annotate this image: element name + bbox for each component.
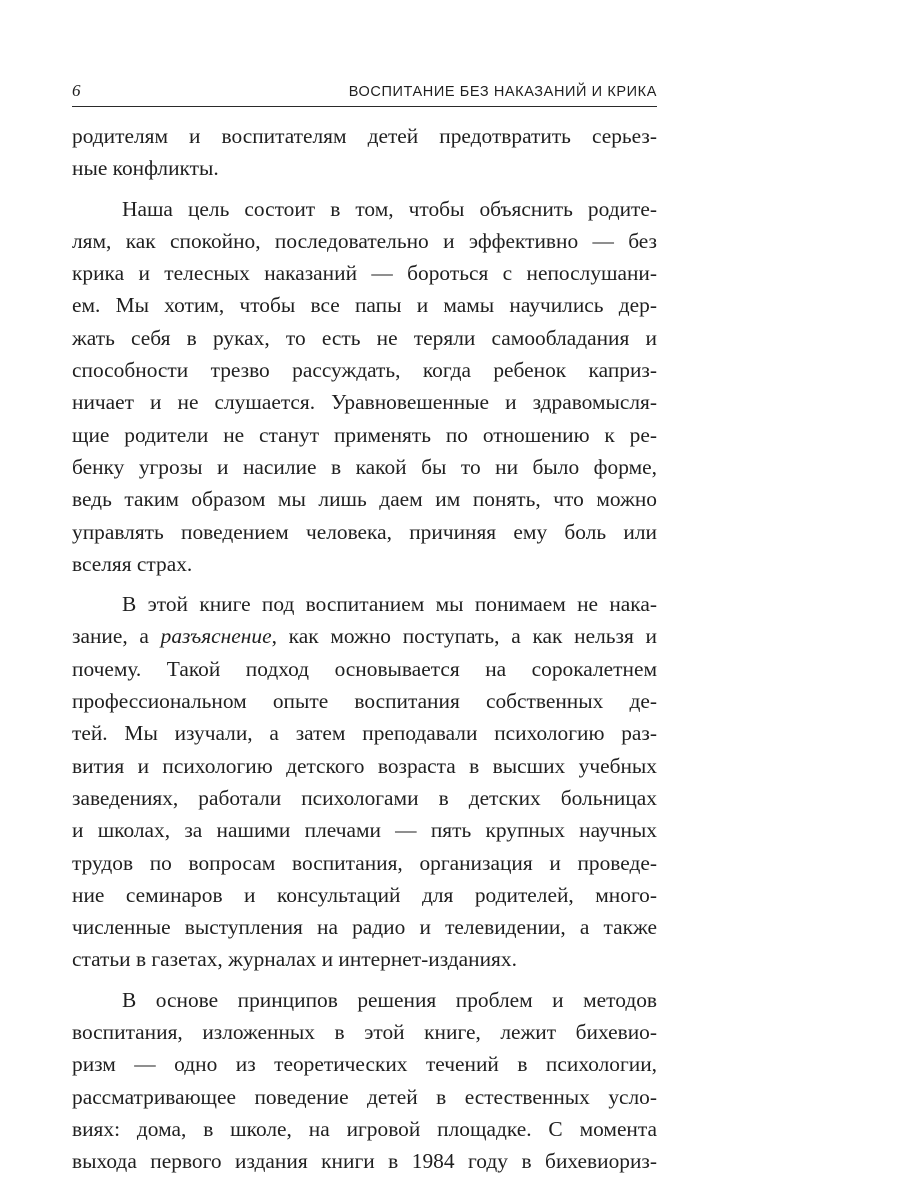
running-header [72,80,657,107]
emphasis-word: разъяснение [160,624,272,649]
text-fragment: зание, а [72,624,161,649]
text-line: и школах, за нашими плечами — пять крупных научных [72,818,657,843]
text-line: бенку угрозы и насилие в какой бы то ни было форме, [72,454,657,479]
text-line: жать себя в руках, то есть не теряли самообладания и [72,325,657,350]
text-line-with-emphasis [72,620,657,652]
text-line: щие родители не станут применять по отношению к ре- [72,422,657,447]
text-line: рассматривающее поведение детей в естественных усло- [72,1084,657,1109]
paragraph-4 [72,984,657,1178]
text-line: численные выступления на радио и телевидении, а также [72,915,657,940]
text-line: ведь таким образом мы лишь даем им понять, что можно [72,487,657,512]
text-line: управлять поведением человека, причиняя ему боль или [72,519,657,544]
text-fragment: , как можно поступать, а как нельзя и [271,624,657,649]
text-line: ризм — одно из теоретических течений в психологии, [72,1052,657,1077]
text-line: профессиональном опыте воспитания собственных де- [72,689,657,714]
text-line: почему. Такой подход основывается на сорокалетнем [72,656,657,681]
text-line: воспитания, изложенных в этой книге, лежит бихевио- [72,1020,657,1045]
paragraph-2 [72,193,657,581]
text-line: родителям и воспитателям детей предотвратить серьез- [72,124,657,148]
text-line: статьи в газетах, журналах и интернет-изданиях. [72,947,517,972]
text-line: лям, как спокойно, последовательно и эффективно — без [72,228,657,253]
text-line: В этой книге под воспитанием мы понимаем не нака- [122,592,657,617]
text-line: ные конфликты. [72,156,219,181]
text-line: виях: дома, в школе, на игровой площадке. С момента [72,1116,657,1141]
book-title: ВОСПИТАНИЕ БЕЗ НАКАЗАНИЙ И КРИКА [348,84,657,100]
paragraph-3 [72,588,657,976]
text-line: выхода первого издания книги в 1984 году в бихевиориз- [72,1149,657,1174]
text-line: В основе принципов решения проблем и методов [122,987,657,1012]
text-line: ничает и не слушается. Уравновешенные и здравомысля- [72,390,657,415]
page-number: 6 [72,81,81,100]
text-line: тей. Мы изучали, а затем преподавали психологию раз- [72,721,657,746]
text-line: ем. Мы хотим, чтобы все папы и мамы научились дер- [72,293,657,318]
text-line: Наша цель состоит в том, чтобы объяснить родите- [122,196,657,221]
text-line: ние семинаров и консультаций для родителей, много- [72,882,657,907]
text-line: крика и телесных наказаний — бороться с непослушани- [72,261,657,286]
paragraph-1 [72,120,657,185]
body-text [72,120,657,1178]
text-line: вселяя страх. [72,551,193,576]
text-line: способности трезво рассуждать, когда ребенок каприз- [72,358,657,383]
text-line: заведениях, работали психологами в детских больницах [72,785,657,810]
text-line: вития и психологию детского возраста в высших учебных [72,753,657,778]
text-line: трудов по вопросам воспитания, организация и проведе- [72,850,657,875]
